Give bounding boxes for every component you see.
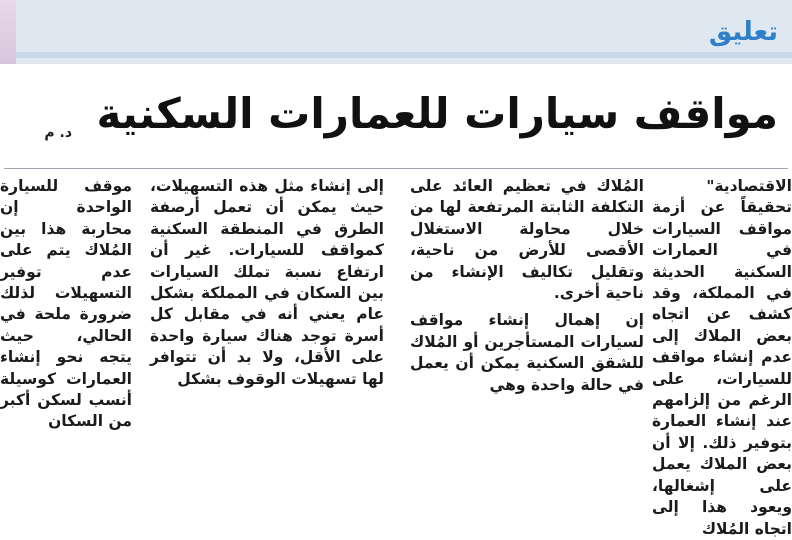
column-paragraph: إن إهمال إنشاء مواقف لسيارات المستأجرين أو المُلاك للشقق السكنية يمكن أن يعمل في حالة واحدة وهي (410, 311, 644, 394)
column-paragraph: موقف للسيارة الواحدة إن محاربة هذا بين المُلاك يتم على عدم توفير التسهيلات لذلك ضرورة ملحة في الحالي، حيث يتجه نحو إنشاء العمارات كوسيلة أنسب لسكن أكبر من السكان (0, 177, 132, 431)
article-headline: مواقف سيارات للعمارات السكنية (96, 89, 778, 138)
column-paragraph: إلى إنشاء مثل هذه التسهيلات، حيث يمكن أن تعمل أرصفة الطرق في المنطقة السكنية كمواقف للسيارات. غير أن ارتفاع نسبة تملك السيارات بين السكان في المملكة بشكل عام يعني أنه في مقابل كل أسرة توجد هناك سيارة واحدة على الأقل، ولا بد أن تتوافر لها تسهيلات الوقوف بشكل (150, 177, 384, 388)
section-label: تعليق (708, 17, 778, 47)
article-column-2 (410, 176, 644, 446)
header-stripe (16, 52, 792, 58)
column-paragraph: المُلاك في تعظيم العائد على التكلفة الثابتة المرتفعة لها من خلال محاولة الاستغلال الأقصى للأرض من ناحية، وتقليل تكاليف الإنشاء من ناحية أخرى. (410, 177, 644, 303)
article-column-4 (0, 176, 132, 446)
section-header-band (0, 0, 792, 64)
left-edge-photo-strip (0, 0, 16, 64)
column-top-rule (4, 168, 788, 169)
author-byline: د. م (44, 125, 72, 141)
article-column-1 (652, 176, 792, 538)
column-paragraph: الاقتصادية" تحقيقاً عن أزمة مواقف السيارات في العمارات السكنية الحديثة في المملكة، وقد كشف عن اتجاه بعض الملاك إلى عدم إنشاء مواقف للسيارات، على الرغم من إلزامهم عند إنشاء العمارة بتوفير ذلك. إلا أن بعض الملاك يعمل على إشغالها، ويعود هذا إلى اتجاه المُلاك (652, 177, 792, 538)
article-column-3 (150, 176, 384, 446)
